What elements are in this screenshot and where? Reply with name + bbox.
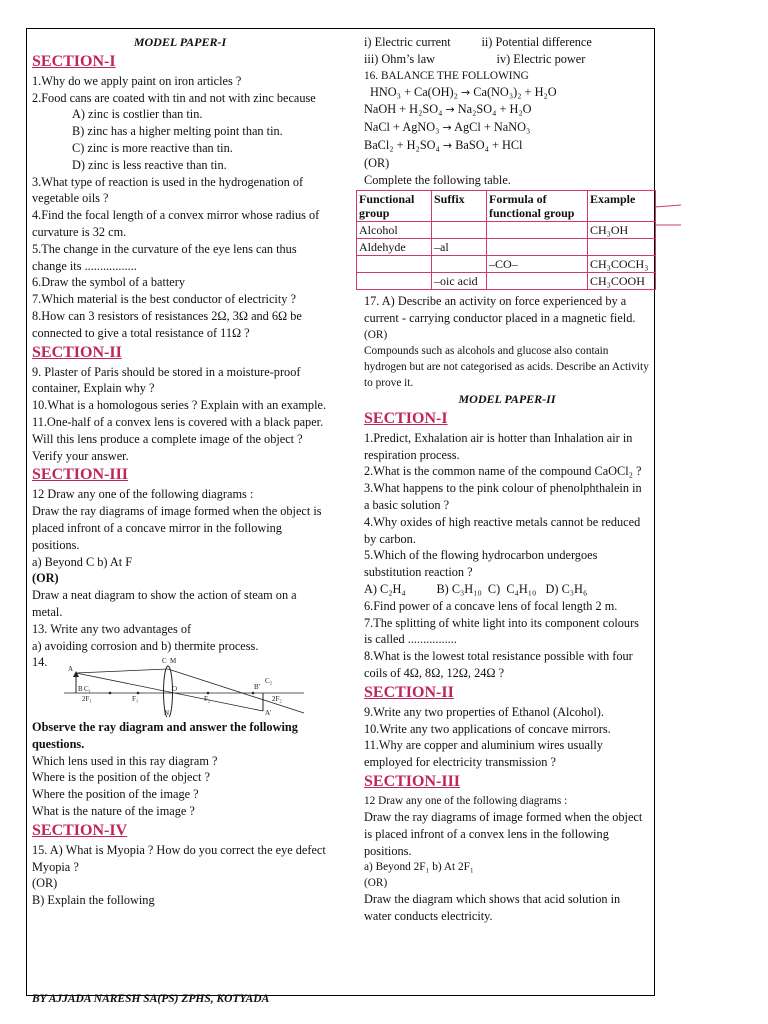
table-row: [357, 273, 656, 290]
question-3: 3.What happens to the pink colour of phenolphthalein in a basic solution ?: [364, 481, 642, 512]
arrow-icon: →: [442, 121, 452, 135]
table-cell: –oic acid: [432, 273, 487, 290]
question-16: 16. BALANCE THE FOLLOWING: [364, 69, 529, 82]
table-cell: –al: [432, 239, 487, 256]
table-row: [357, 222, 656, 239]
section-2-heading: SECTION-II: [364, 683, 454, 701]
table-cell: CH₃COCH₃: [588, 256, 656, 273]
or-label: (OR): [32, 876, 58, 891]
question-5: 5.Which of the flowing hydrocarbon undergoes substitution reaction ?: [364, 548, 598, 580]
or-label: (OR): [364, 155, 390, 170]
question-12-positions: a) Beyond C b) At F: [32, 554, 133, 569]
question-2-option-d: D) zinc is less reactive than tin.: [72, 157, 227, 172]
label-a: A: [68, 665, 74, 674]
footer-author: BY AJJADA NARESH SA(PS) ZPHS, KOTYADA: [32, 993, 270, 1005]
question-11: 11.Why are copper and aluminium wires usually employed for electricity transmission ?: [364, 738, 603, 770]
section-4-heading: SECTION-IV: [32, 821, 128, 839]
point-2f2: [252, 692, 255, 695]
equation-4: BaCl₂ + H₂SO₄ → BaSO₄ + HCl: [364, 137, 523, 152]
table-cell: CH₃COOH: [588, 273, 656, 290]
question-13-parts: a) avoiding corrosion and b) thermite process.: [32, 638, 259, 653]
section-3-heading: SECTION-III: [364, 772, 461, 790]
label-b: B: [78, 685, 83, 694]
question-12-instruction: Draw the ray diagrams of image formed when the object is placed infront of a concave mirror in the following positions.: [32, 504, 322, 552]
question-15: 15. A) What is Myopia ? How do you correct the eye defect Myopia ?: [32, 842, 326, 874]
table-header: Example: [588, 191, 656, 222]
question-2-option-a: A) zinc is costlier than tin.: [72, 107, 203, 122]
question-14-a: Which lens used in this ray diagram ?: [32, 753, 218, 768]
table-header: Formula of functional group: [487, 191, 588, 222]
question-1: 1.Why do we apply paint on iron articles ?: [32, 73, 242, 88]
question-12-alternative: Draw a neat diagram to show the action of steam on a metal.: [32, 588, 297, 619]
question-14-c: Where the position of the image ?: [32, 787, 199, 802]
question-12-alternative: Draw the diagram which shows that acid solution in water conducts electricity.: [364, 892, 621, 924]
incident-ray-1: [76, 669, 168, 673]
section-3-heading: SECTION-III: [32, 466, 129, 484]
question-9: 9. Plaster of Paris should be stored in a moisture-proof container, Explain why ?: [32, 364, 301, 396]
question-4: 4.Find the focal length of a convex mirror whose radius of curvature is 32 cm.: [32, 208, 320, 239]
label-f1: F₁: [132, 695, 139, 704]
equation-3: NaCl + AgNO₃ → AgCl + NaNO₃: [364, 120, 531, 135]
question-5: 5.The change in the curvature of the eye lens can thus change its .................: [32, 241, 297, 273]
equation-1: HNO₃ + Ca(OH)₂ → Ca(NO₃)₂ + H₂O: [370, 84, 557, 99]
label-o: O: [172, 685, 178, 694]
table-cell: –CO–: [487, 256, 588, 273]
section-2-heading: SECTION-II: [32, 343, 122, 361]
label-c2: C₂: [265, 677, 273, 686]
label-c1: C₁: [84, 685, 92, 694]
question-10: 10.What is a homologous series ? Explain with an example.: [32, 398, 327, 413]
question-8: 8.How can 3 resistors of resistances 2Ω, 3Ω and 6Ω be connected to give a total resistance of 11Ω ?: [32, 308, 302, 340]
arrow-icon: →: [442, 138, 453, 152]
margin-marks: [655, 203, 685, 231]
table-row: [357, 239, 656, 256]
table-cell: Aldehyde: [357, 239, 432, 256]
arrow-icon: →: [461, 85, 471, 99]
central-ray: [76, 673, 263, 711]
table-cell: [432, 256, 487, 273]
question-14-instruction: Observe the ray diagram and answer the following questions.: [32, 720, 298, 751]
question-7: 7.Which material is the best conductor of electricity ?: [32, 292, 296, 307]
margin-mark: [655, 205, 681, 207]
section-1-heading: SECTION-I: [32, 52, 116, 70]
table-cell: [487, 273, 588, 290]
question-2: 2.Food cans are coated with tin and not with zinc because: [32, 90, 316, 105]
question-12: 12 Draw any one of the following diagrams :: [364, 794, 568, 807]
left-column: [32, 34, 328, 909]
question-14: 14.: [32, 655, 48, 670]
or-label: (OR): [32, 571, 59, 586]
point-2f1: [109, 692, 112, 695]
question-12-instruction: Draw the ray diagrams of image formed when the object is placed infront of a convex lens in the following positions.: [364, 809, 643, 858]
object-arrow-head: [73, 671, 79, 677]
table-cell: [357, 273, 432, 290]
question-8: 8.What is the lowest total resistance possible with four coils of 4Ω, 8Ω, 12Ω, 24Ω ?: [364, 649, 633, 680]
table-cell: [487, 222, 588, 239]
options-row-2: iii) Ohm’s law iv) Electric power: [364, 51, 586, 66]
question-15-b: B) Explain the following: [32, 893, 155, 908]
question-5-options: A) C₂H₄ B) C₃H₁₀ C) C₄H₁₀ D) C₃H₆: [364, 581, 588, 596]
equation-2: NaOH + H₂SO₄ → Na₂SO₄ + H₂O: [364, 102, 532, 117]
question-17-b: Compounds such as alcohols and glucose also contain hydrogen but are not categorised as acids. Describe an Activity to prove it.: [364, 344, 649, 389]
label-2f2: 2F₂: [272, 695, 282, 704]
question-11: 11.One-half of a convex lens is covered with a black paper. Will this lens produce a complete image of the object ? Verify your answer.: [32, 414, 324, 463]
table-row: [357, 256, 656, 273]
question-2: 2.What is the common name of the compound CaOCl₂ ?: [364, 464, 642, 479]
or-label: (OR): [364, 877, 388, 890]
label-c: C: [162, 657, 167, 666]
label-2f1: 2F₁: [82, 695, 92, 704]
question-6: 6.Find power of a concave lens of focal length 2 m.: [364, 598, 618, 613]
label-b-prime: B': [254, 683, 260, 692]
table-header-row: [357, 191, 656, 222]
functional-group-table: [356, 190, 656, 290]
question-3: 3.What type of reaction is used in the hydrogenation of vegetable oils ?: [32, 174, 304, 206]
options-row-1: i) Electric current ii) Potential difference: [364, 35, 592, 49]
question-14-d: What is the nature of the image ?: [32, 804, 195, 819]
question-1: 1.Predict, Exhalation air is hotter than Inhalation air in respiration process.: [364, 430, 633, 462]
label-a-prime: A': [265, 709, 272, 718]
question-17: 17. A) Describe an activity on force experienced by a current - carrying conductor placed in a magnetic field.: [364, 294, 636, 326]
table-cell: [357, 256, 432, 273]
question-13: 13. Write any two advantages of: [32, 621, 192, 636]
right-column: [359, 34, 650, 925]
question-7: 7.The splitting of white light into its component colours is called ................: [364, 615, 639, 647]
or-label: (OR): [364, 328, 388, 341]
model-paper-2-title: MODEL PAPER-II: [458, 391, 556, 406]
question-4: 4.Why oxides of high reactive metals cannot be reduced by carbon.: [364, 514, 641, 546]
table-header: Functional group: [357, 191, 432, 222]
question-2-option-b: B) zinc has a higher melting point than tin.: [72, 124, 283, 139]
table-header: Suffix: [432, 191, 487, 222]
table-cell: [487, 239, 588, 256]
arrow-icon: →: [445, 103, 455, 117]
table-cell: Alcohol: [357, 222, 432, 239]
point-f2: [207, 692, 210, 695]
point-f1: [137, 692, 140, 695]
table-instruction: Complete the following table.: [364, 172, 511, 187]
question-12-positions: a) Beyond 2F₁ b) At 2F₁: [364, 861, 474, 874]
label-n: N: [164, 709, 170, 718]
label-f2: F₂: [204, 695, 211, 704]
ray-diagram: [58, 655, 308, 717]
model-paper-1-title: MODEL PAPER-I: [133, 35, 227, 49]
question-6: 6.Draw the symbol of a battery: [32, 275, 185, 290]
question-12: 12 Draw any one of the following diagrams :: [32, 487, 254, 502]
question-10: 10.Write any two applications of concave mirrors.: [364, 721, 611, 736]
section-1-heading: SECTION-I: [364, 409, 448, 427]
label-m: M: [170, 657, 177, 666]
table-cell: [432, 222, 487, 239]
table-cell: [588, 239, 656, 256]
table-cell: CH₃OH: [588, 222, 656, 239]
question-9: 9.Write any two properties of Ethanol (Alcohol).: [364, 704, 604, 719]
refracted-ray-1: [168, 669, 304, 713]
question-2-option-c: C) zinc is more reactive than tin.: [72, 140, 233, 155]
question-14-b: Where is the position of the object ?: [32, 770, 210, 785]
